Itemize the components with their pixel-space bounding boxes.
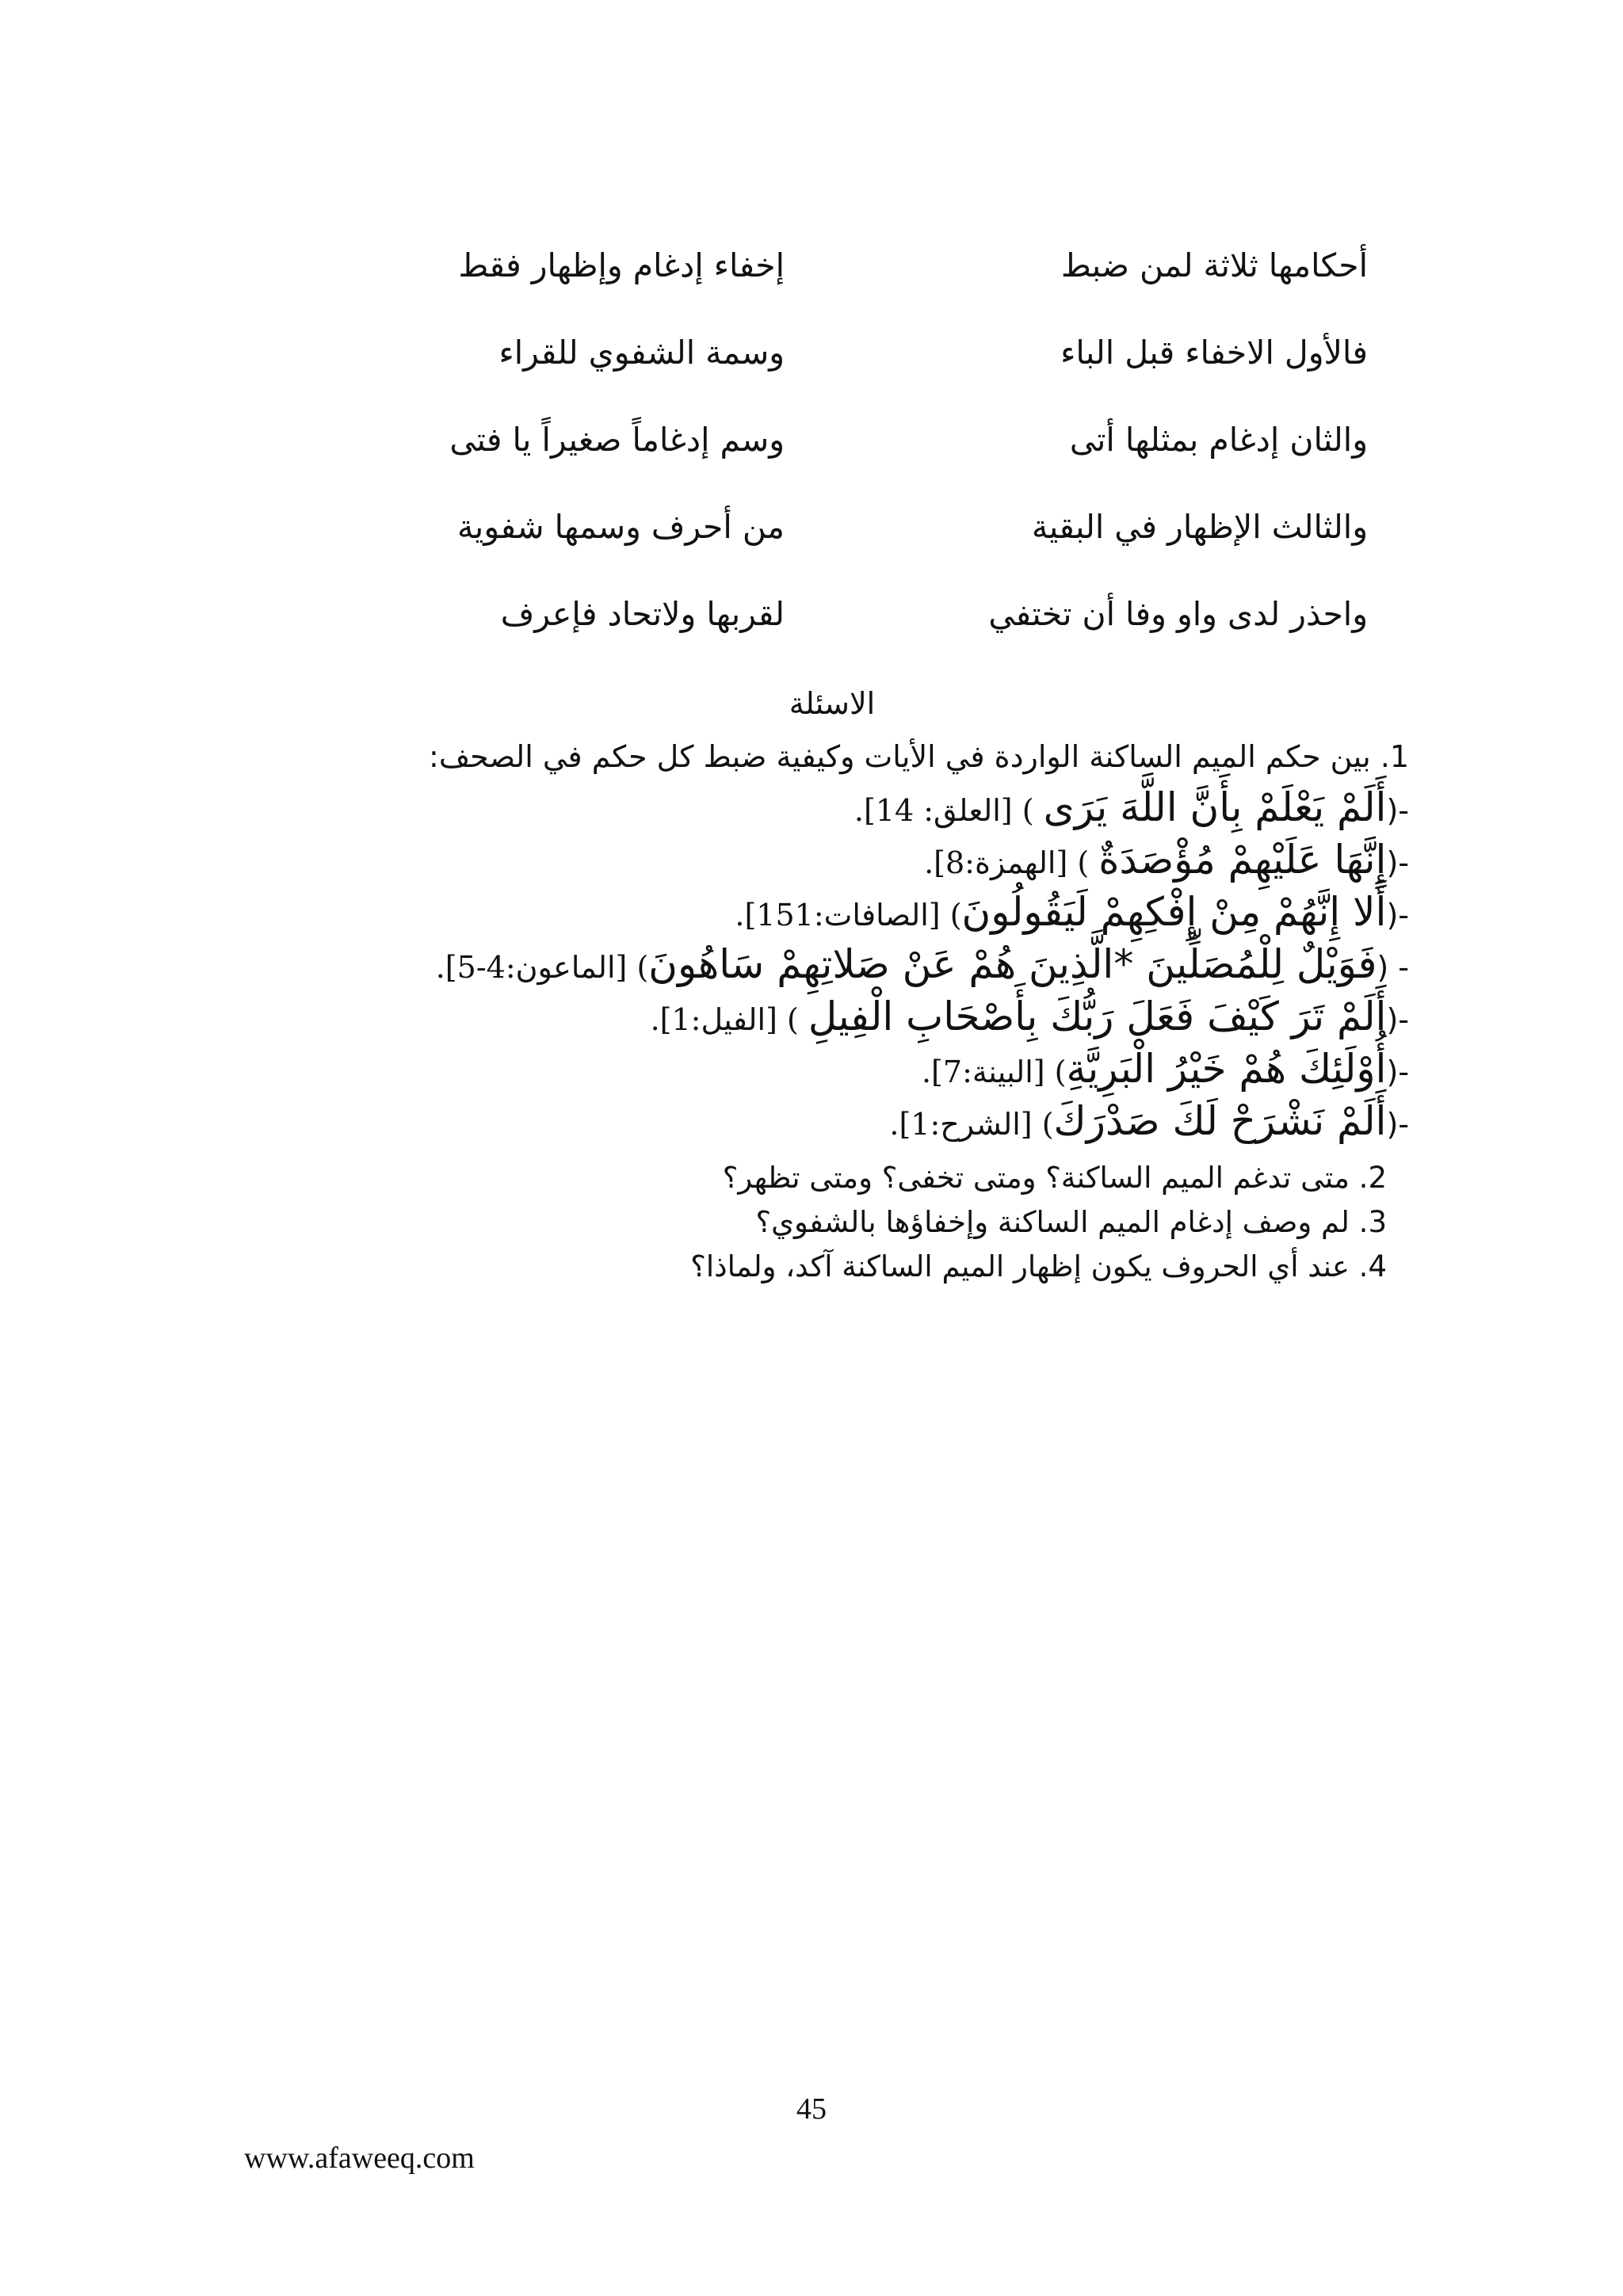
verse-4-left: من أحرف وسمها شفوية [456, 508, 785, 546]
ayah-reference: ) [العلق: 14]. [854, 793, 1044, 828]
ayah-text: أُوْلَئِكَ هُمْ خَيْرُ الْبَرِيَّةِ [1066, 1046, 1387, 1092]
ayah-reference: ) [البينة:7]. [921, 1055, 1067, 1089]
ayah-line [924, 837, 1409, 886]
verse-2-left: وسمة الشفوي للقراء [498, 334, 785, 372]
ayah-prefix: -( [1386, 793, 1409, 828]
poem-verses [0, 0, 1623, 666]
ayah-reference: ) [الشرح:1]. [889, 1107, 1054, 1142]
question-3: 3. لم وصف إدغام الميم الساكنة وإخفاؤها بالشفوي؟ [755, 1205, 1387, 1239]
ayah-prefix: - ( [1377, 950, 1409, 985]
verse-4-right: والثالث الإظهار في البقية [1031, 508, 1368, 546]
ayah-line [735, 889, 1409, 938]
ayah-text: أَلَمْ تَرَ كَيْفَ فَعَلَ رَبُّكَ بِأَصْحَابِ الْفِيلِ [808, 994, 1387, 1039]
website-footer: www.afaweeq.com [244, 2142, 475, 2175]
question-2: 2. متى تدغم الميم الساكنة؟ ومتى تخفى؟ ومتى تظهر؟ [722, 1161, 1387, 1195]
questions-heading: الاسئلة [789, 686, 876, 721]
page-number: 45 [796, 2092, 827, 2126]
ayah-line [436, 941, 1409, 990]
verse-1-right: أحكامها ثلاثة لمن ضبط [1060, 246, 1368, 284]
ayah-prefix: -( [1386, 898, 1409, 933]
question-1: 1. بين حكم الميم الساكنة الواردة في الأيات وكيفية ضبط كل حكم في الصحف: [429, 739, 1409, 774]
ayah-text: فَوَيْلٌ لِلْمُصَلِّينَ *الَّذِينَ هُمْ عَنْ صَلاتِهِمْ سَاهُونَ [648, 941, 1377, 987]
ayah-reference: ) [الهمزة:8]. [924, 845, 1099, 880]
ayah-prefix: -( [1386, 845, 1409, 880]
ayah-line [922, 1046, 1409, 1095]
ayah-text: أَلا إِنَّهُمْ مِنْ إِفْكِهِمْ لَيَقُولُونَ [961, 889, 1387, 935]
verse-2-right: فالأول الاخفاء قبل الباء [1060, 334, 1368, 372]
ayah-prefix: -( [1386, 1002, 1409, 1037]
ayah-line [651, 994, 1409, 1043]
ayah-text: إِنَّهَا عَلَيْهِمْ مُؤْصَدَةٌ [1098, 837, 1387, 883]
question-4: 4. عند أي الحروف يكون إظهار الميم الساكنة آكد، ولماذا؟ [690, 1249, 1387, 1283]
ayah-line [889, 1098, 1409, 1147]
verse-3-right: والثان إدغام بمثلها أتى [1069, 421, 1368, 459]
ayah-reference: ) [الماعون:4-5]. [435, 950, 649, 985]
ayah-reference: ) [الفيل:1]. [650, 1002, 808, 1037]
ayah-prefix: -( [1386, 1055, 1409, 1089]
verse-1-left: إخفاء إدغام وإظهار فقط [458, 246, 785, 284]
verse-3-left: وسم إدغاماً صغيراً يا فتى [449, 421, 785, 459]
ayah-prefix: -( [1386, 1107, 1409, 1142]
verse-5-left: لقربها ولاتحاد فإعرف [500, 595, 785, 633]
ayah-line [854, 784, 1409, 833]
verse-5-right: واحذر لدى واو وفا أن تختفي [988, 595, 1368, 633]
ayah-reference: ) [الصافات:151]. [735, 898, 962, 933]
ayah-text: أَلَمْ يَعْلَمْ بِأَنَّ اللَّهَ يَرَى [1043, 784, 1387, 830]
ayah-text: أَلَمْ نَشْرَحْ لَكَ صَدْرَكَ [1053, 1098, 1387, 1144]
